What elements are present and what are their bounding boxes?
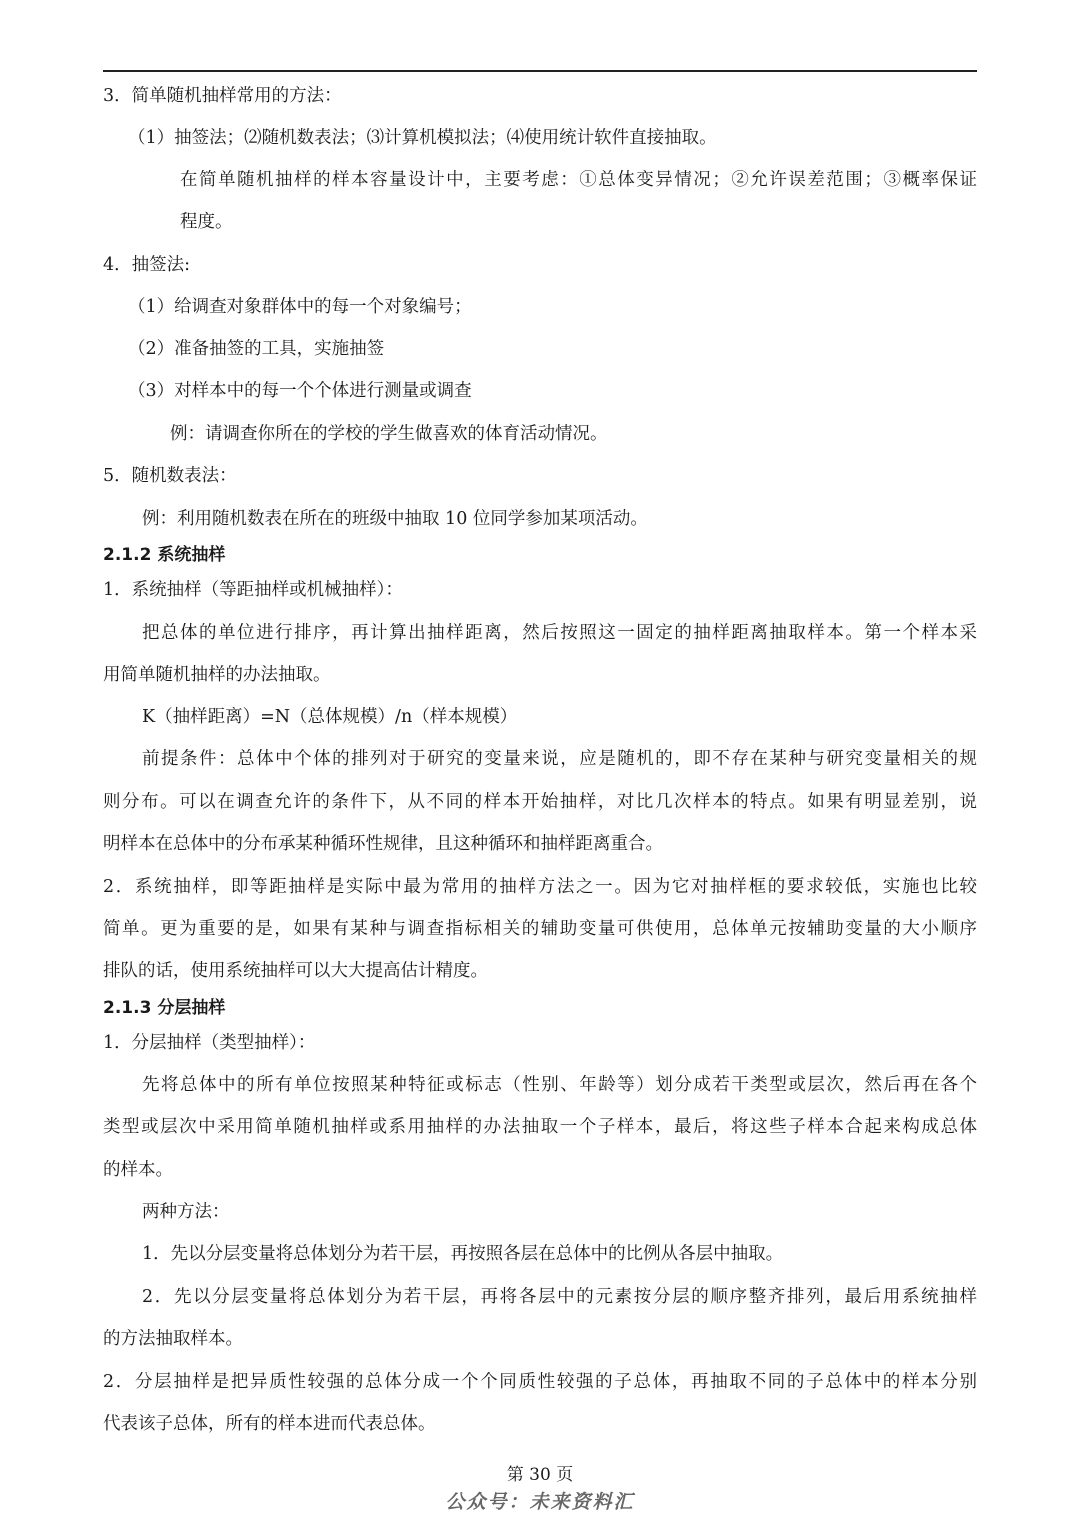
item-4-title: 4．抽签法: xyxy=(103,255,191,275)
stratified-desc-3: 的样本。 xyxy=(103,1160,173,1180)
item-3-title: 3．简单随机抽样常用的方法： xyxy=(103,86,342,106)
premise-2: 则分布。可以在调查允许的条件下，从不同的样本开始抽样，对比几次样本的特点。如果有明显差别，说 xyxy=(103,792,977,812)
random-table-example: 例：利用随机数表在所在的班级中抽取 10 位同学参加某项活动。 xyxy=(142,509,648,529)
stratified-2-line-1: 2．分层抽样是把异质性较强的总体分成一个个同质性较强的子总体，再抽取不同的子总体中的样本分别 xyxy=(103,1372,977,1392)
formula-line: K（抽样距离）=N（总体规模）/n（样本规模） xyxy=(142,707,518,727)
header-rule xyxy=(103,70,977,72)
sample-size-note-cont: 程度。 xyxy=(180,212,233,232)
method-2-line-2: 的方法抽取样本。 xyxy=(103,1329,243,1349)
section-2-1-3-heading: 2.1.3 分层抽样 xyxy=(103,998,226,1018)
method-2-line-1: 2．先以分层变量将总体划分为若干层，再将各层中的元素按分层的顺序整齐排列，最后用系统抽样 xyxy=(142,1287,977,1307)
section-2-1-2-heading: 2.1.2 系统抽样 xyxy=(103,545,226,565)
method-1: 1．先以分层变量将总体划分为若干层，再按照各层在总体中的比例从各层中抽取。 xyxy=(142,1244,784,1264)
premise-3: 明样本在总体中的分布承某种循环性规律，且这种循环和抽样距离重合。 xyxy=(103,834,663,854)
item-5-title: 5．随机数表法： xyxy=(103,466,237,486)
stratified-title: 1．分层抽样（类型抽样）： xyxy=(103,1033,316,1053)
systematic-desc-1: 把总体的单位进行排序，再计算出抽样距离，然后按照这一固定的抽样距离抽取样本。第一个样本采 xyxy=(142,623,977,643)
sample-size-note: 在简单随机抽样的样本容量设计中，主要考虑：①总体变异情况；②允许误差范围；③概率保证 xyxy=(180,170,977,190)
lottery-example: 例：请调查你所在的学校的学生做喜欢的体育活动情况。 xyxy=(170,424,608,444)
stratified-desc-1: 先将总体中的所有单位按照某种特征或标志（性别、年龄等）划分成若干类型或层次，然后再在各个 xyxy=(142,1075,977,1095)
stratified-desc-2: 类型或层次中采用简单随机抽样或系用抽样的办法抽取一个子样本，最后，将这些子样本合起来构成总体 xyxy=(103,1117,977,1137)
systematic-title: 1．系统抽样（等距抽样或机械抽样）： xyxy=(103,580,403,600)
systematic-2-line-3: 排队的话，使用系统抽样可以大大提高估计精度。 xyxy=(103,961,488,981)
systematic-2-line-1: 2．系统抽样，即等距抽样是实际中最为常用的抽样方法之一。因为它对抽样框的要求较低，实施也比较 xyxy=(103,877,977,897)
stratified-2-line-2: 代表该子总体，所有的样本进而代表总体。 xyxy=(103,1414,436,1434)
item-3-methods: （1）抽签法；⑵随机数表法；⑶计算机模拟法；⑷使用统计软件直接抽取。 xyxy=(128,128,717,148)
systematic-2-line-2: 简单。更为重要的是，如果有某种与调查指标相关的辅助变量可供使用，总体单元按辅助变量的大小顺序 xyxy=(103,919,977,939)
lottery-step-2: （2）准备抽签的工具，实施抽签 xyxy=(128,339,385,359)
two-methods-label: 两种方法： xyxy=(142,1202,230,1222)
watermark-text: 公众号：未来资料汇 xyxy=(445,1491,635,1513)
systematic-desc-2: 用简单随机抽样的办法抽取。 xyxy=(103,665,331,685)
lottery-step-1: （1）给调查对象群体中的每一个对象编号； xyxy=(128,297,472,317)
page-number: 第 30 页 xyxy=(506,1465,574,1485)
lottery-step-3: （3）对样本中的每一个个体进行测量或调查 xyxy=(128,381,472,401)
premise-1: 前提条件：总体中个体的排列对于研究的变量来说，应是随机的，即不存在某种与研究变量相关的规 xyxy=(142,749,977,769)
